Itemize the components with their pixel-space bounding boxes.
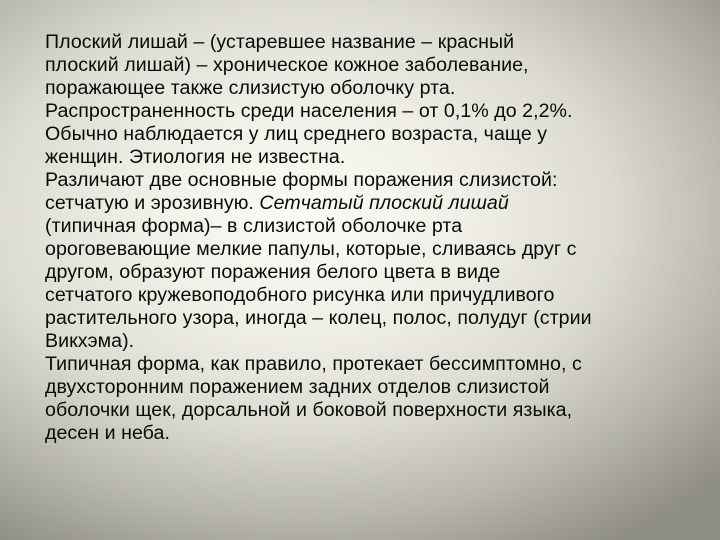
text-line-mixed [45,192,705,215]
text-line: Викхэма). [45,330,135,352]
text-line: Различают две основные формы поражения слизистой: [45,169,558,191]
text-segment: сетчатую и эрозивную. [45,192,260,214]
text-line: десен и неба. [45,422,170,444]
text-line: растительного узора, иногда – колец, полос, полудуг (стрии [45,307,592,329]
text-line: двухсторонним поражением задних отделов слизистой [45,376,550,398]
text-line: Обычно наблюдается у лиц среднего возраста, чаще у [45,123,548,145]
text-line: Плоский лишай – (устаревшее название – красный [45,31,515,53]
italic-term: Сетчатый плоский лишай [259,192,509,214]
text-line: женщин. Этиология не известна. [45,146,346,168]
text-line: ороговевающие мелкие папулы, которые, сливаясь друг с [45,238,577,260]
text-line: другом, образуют поражения белого цвета в виде [45,261,501,283]
text-line: оболочки щек, дорсальной и боковой поверхности языка, [45,399,573,421]
text-line: (типичная форма)– в слизистой оболочке рта [45,215,463,237]
paragraph-typical-form [45,353,705,445]
text-line: Распространенность среди населения – от 0,1% до 2,2%. [45,100,573,122]
paragraph-forms [45,169,705,353]
text-line: Типичная форма, как правило, протекает бессимптомно, с [45,353,582,375]
text-line: плоский лишай) – хроническое кожное заболевание, [45,54,529,76]
text-line: сетчатого кружевоподобного рисунка или причудливого [45,284,555,306]
text-line: поражающее также слизистую оболочку рта. [45,77,456,99]
paragraph-definition [45,31,705,169]
slide-text-block [45,31,705,445]
